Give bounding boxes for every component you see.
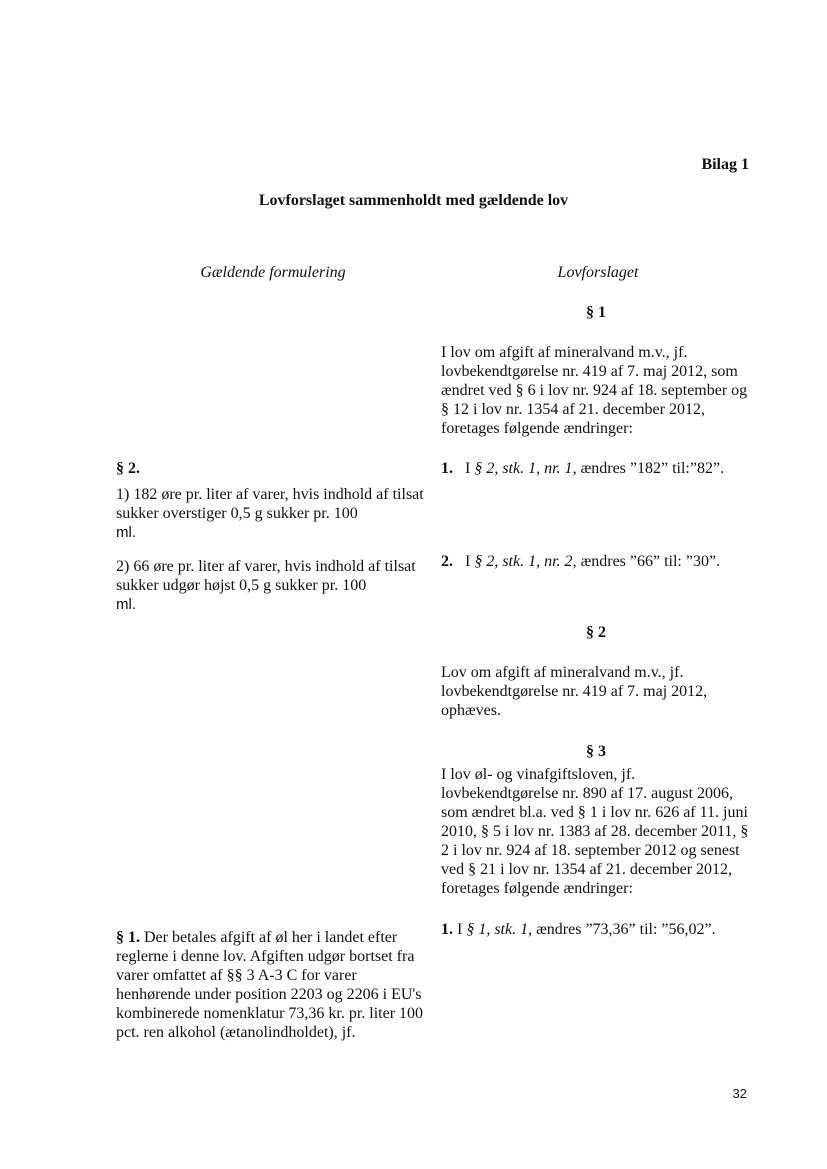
current-item-2 <box>116 557 430 614</box>
current-item-1-text: 1) 182 øre pr. liter af varer, hvis indhold af tilsat sukker overstiger 0,5 g sukker pr. 100 <box>116 486 424 522</box>
amendment-item-3-post: , ændres ”73,36” til: ”56,02”. <box>528 921 716 938</box>
section-2-heading: § 2 <box>586 624 606 641</box>
amendment-item-2-post: , ændres ”66” til: ”30”. <box>572 553 721 570</box>
section-1-heading: § 1 <box>586 304 606 321</box>
section-2-text: Lov om afgift af mineralvand m.v., jf. lovbekendtgørelse nr. 419 af 7. maj 2012, ophæves. <box>441 664 708 719</box>
amendment-item-1-number: 1. <box>441 460 453 477</box>
current-item-1 <box>116 485 430 542</box>
amendment-item-2-number: 2. <box>441 553 453 570</box>
right-column-heading: Lovforslaget <box>557 264 639 281</box>
current-section-1-label: § 1. <box>116 929 140 946</box>
section-3-heading: § 3 <box>586 743 606 760</box>
page-number: 32 <box>732 1086 747 1101</box>
amendment-item-3-ref: § 1, stk. 1 <box>466 921 529 938</box>
document-title: Lovforslaget sammenholdt med gældende lov <box>258 192 569 209</box>
current-section-1 <box>116 928 430 1042</box>
amendment-item-1-pre: I <box>465 460 471 477</box>
current-item-2-text: 2) 66 øre pr. liter af varer, hvis indhold af tilsat sukker udgør højst 0,5 g sukker pr. 100 <box>116 558 416 594</box>
amendment-item-2-pre: I <box>465 553 471 570</box>
amendment-item-1-post: , ændres ”182” til:”82”. <box>572 460 725 477</box>
current-item-2-unit: ml. <box>116 596 136 613</box>
amendment-item-2-ref: § 2, stk. 1, nr. 2 <box>474 553 573 570</box>
amendment-item-3-number: 1. <box>441 921 453 938</box>
amendment-item-1 <box>441 459 751 478</box>
current-item-1-unit: ml. <box>116 524 136 541</box>
amendment-item-3-pre: I <box>457 921 463 938</box>
current-section-2-label: § 2. <box>116 460 140 477</box>
current-section-1-text: Der betales afgift af øl her i landet efter reglerne i denne lov. Afgiften udgør bortset fra varer omfattet af §§ 3 A-3 C for varer henhørende under position 2203 og 2206 i EU's kombinerede nomenklatur 73,36 kr. pr. liter 100 pct. ren alkohol (ætanolindholdet), jf. <box>116 929 424 1041</box>
amendment-item-1-ref: § 2, stk. 1, nr. 1 <box>474 460 573 477</box>
bilag-label: Bilag 1 <box>701 156 749 173</box>
section-1-intro: I lov om afgift af mineralvand m.v., jf. lovbekendtgørelse nr. 419 af 7. maj 2012, som ændret ved § 6 i lov nr. 924 af 18. september og § 12 i lov nr. 1354 af 21. december 2012, foretages følgende ændringer: <box>441 344 748 437</box>
section-3-text: I lov øl- og vinafgiftsloven, jf. lovbekendtgørelse nr. 890 af 17. august 2006, som ændret bl.a. ved § 1 i lov nr. 626 af 11. juni 2010, § 5 i lov nr. 1383 af 28. december 2011, § 2 i lov nr. 924 af 18. september 2012 og senest ved § 21 i lov nr. 1354 af 21. december 2012, foretages følgende ændringer: <box>441 766 749 897</box>
left-column-heading: Gældende formulering <box>200 264 346 281</box>
amendment-item-2 <box>441 552 751 571</box>
amendment-item-3 <box>441 920 751 939</box>
